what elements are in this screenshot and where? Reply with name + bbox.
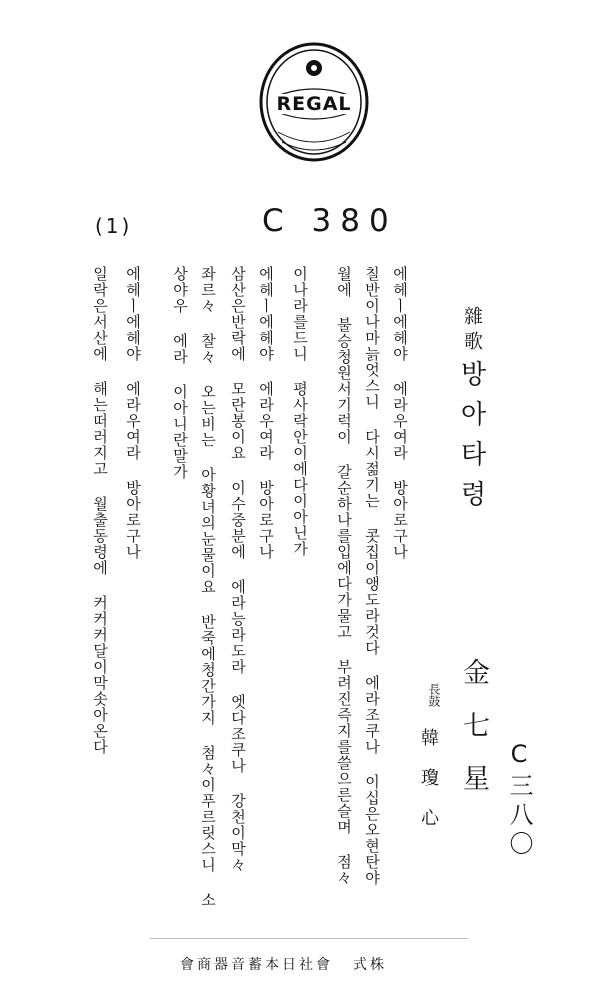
logo-wordmark: REGAL: [276, 93, 352, 115]
publisher-name: 會商器音蓄本日社會: [180, 957, 333, 973]
publisher-company-type: 式株: [353, 957, 387, 973]
lyric-line: 삼산은반락에 모란봉이요 이수중분에 에라능라도라 엣다조쿠나 강천이막々: [229, 266, 247, 873]
side-number: (1): [95, 214, 133, 238]
footer-divider: [150, 938, 468, 939]
singer-name: 金七星: [458, 658, 489, 817]
accompaniment-label: 長鼓: [427, 683, 441, 707]
lyric-line: 에헤ㅣ에헤야 에라우여라 방아로구나: [124, 266, 142, 560]
lyric-line: 칠반이나마늙엇스니 다시젊기는 콧집이앵도라것다 에라조쿠나 이십은오현탄야: [363, 266, 381, 886]
lyric-line: 에헤ㅣ에헤야 에라우여라 방아로구나: [391, 266, 409, 560]
lyric-line: 좌르々 찰々 오는비는 아황녀의눈물이요 반죽에청간가지 첨々이푸르릿스니 소: [199, 266, 217, 908]
song-title: 방아타령: [456, 360, 486, 520]
lyric-line: 일락은서산에 해는떠러지고 월출동령에 커커커달이막솟아온다: [91, 266, 109, 755]
genre-label: 雜歌: [461, 306, 483, 356]
lyric-line: 에헤ㅣ에헤야 에라우여라 방아로구나: [257, 266, 275, 560]
regal-logo: [258, 40, 370, 164]
lyric-line: 상야우 에라 이아니란말가: [171, 266, 189, 480]
publisher-imprint: [180, 954, 387, 974]
lyric-line: 이나라를드니 평사락안이에다이아닌가: [291, 266, 309, 557]
record-number: C 380: [262, 203, 398, 239]
lyric-line: 월에 불승청원서기럭이 갈순하나를입에다가물고 부려진즉지를쓸으른슬며 점々: [335, 266, 353, 886]
catalog-number-kanji: C三八〇: [505, 740, 533, 860]
regal-record-emblem-icon: [258, 40, 370, 164]
accompanist-name: 韓瓊心: [418, 728, 439, 848]
